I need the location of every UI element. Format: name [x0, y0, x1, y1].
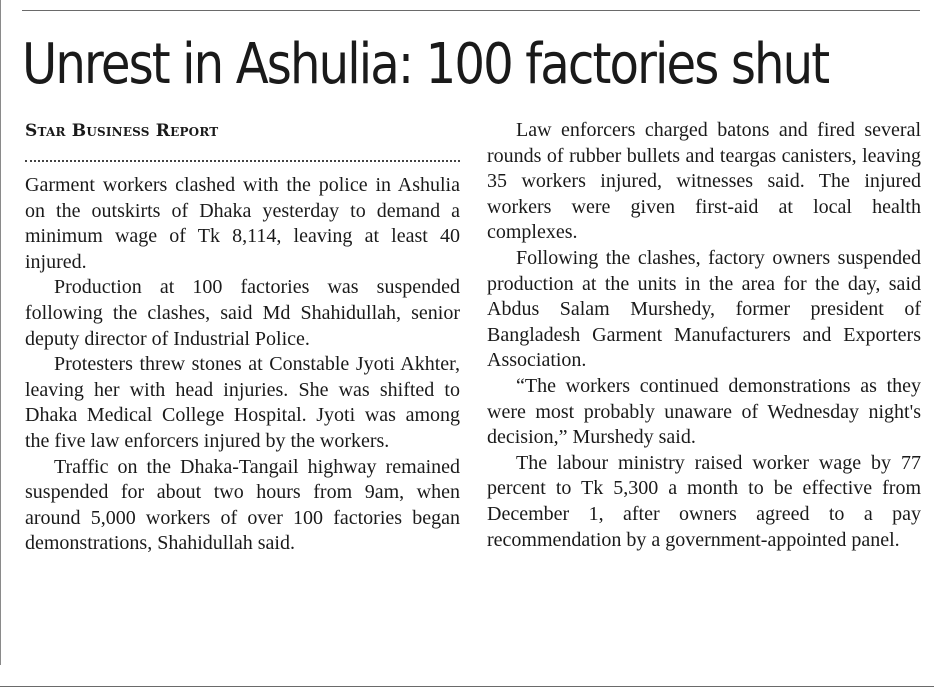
- byline-dotted-divider: [25, 160, 460, 162]
- top-rule: [22, 10, 920, 11]
- headline: Unrest in Ashulia: 100 factories shut: [22, 32, 829, 97]
- paragraph: Following the clashes, factory owners suspended production at the units in the area for the day, said Abdus Salam Murshedy, former president of Bangladesh Garment Manufacturers and Exporters Association.: [487, 246, 921, 372]
- bottom-rule: [0, 686, 934, 687]
- paragraph: Protesters threw stones at Constable Jyoti Akhter, leaving her with head injuries. She was shifted to Dhaka Medical College Hospital. Jyoti was among the five law enforcers injured by the workers.: [25, 353, 460, 452]
- paragraph: Garment workers clashed with the police in Ashulia on the outskirts of Dhaka yesterday to demand a minimum wage of Tk 8,114, leaving at least 40 injured.: [25, 174, 460, 273]
- paragraph: Traffic on the Dhaka-Tangail highway remained suspended for about two hours from 9am, when around 5,000 workers of over 100 factories began demonstrations, Shahidullah said.: [25, 455, 460, 555]
- byline: Star Business Report: [25, 121, 219, 141]
- left-rule: [0, 0, 1, 665]
- paragraph: Production at 100 factories was suspended following the clashes, said Md Shahidullah, senior deputy director of Industrial Police.: [25, 276, 460, 350]
- article-column-left: [25, 173, 460, 557]
- article-column-right: [487, 118, 921, 553]
- paragraph: “The workers continued demonstrations as they were most probably unaware of Wednesday night's decision,” Murshedy said.: [487, 374, 921, 449]
- paragraph: Law enforcers charged batons and fired several rounds of rubber bullets and teargas canisters, leaving 35 workers injured, witnesses said. The injured workers were given first-aid at local health complexes.: [487, 119, 921, 244]
- paragraph: The labour ministry raised worker wage by 77 percent to Tk 5,300 a month to be effective from December 1, after owners agreed to a pay recommendation by a government-appointed panel.: [487, 451, 921, 551]
